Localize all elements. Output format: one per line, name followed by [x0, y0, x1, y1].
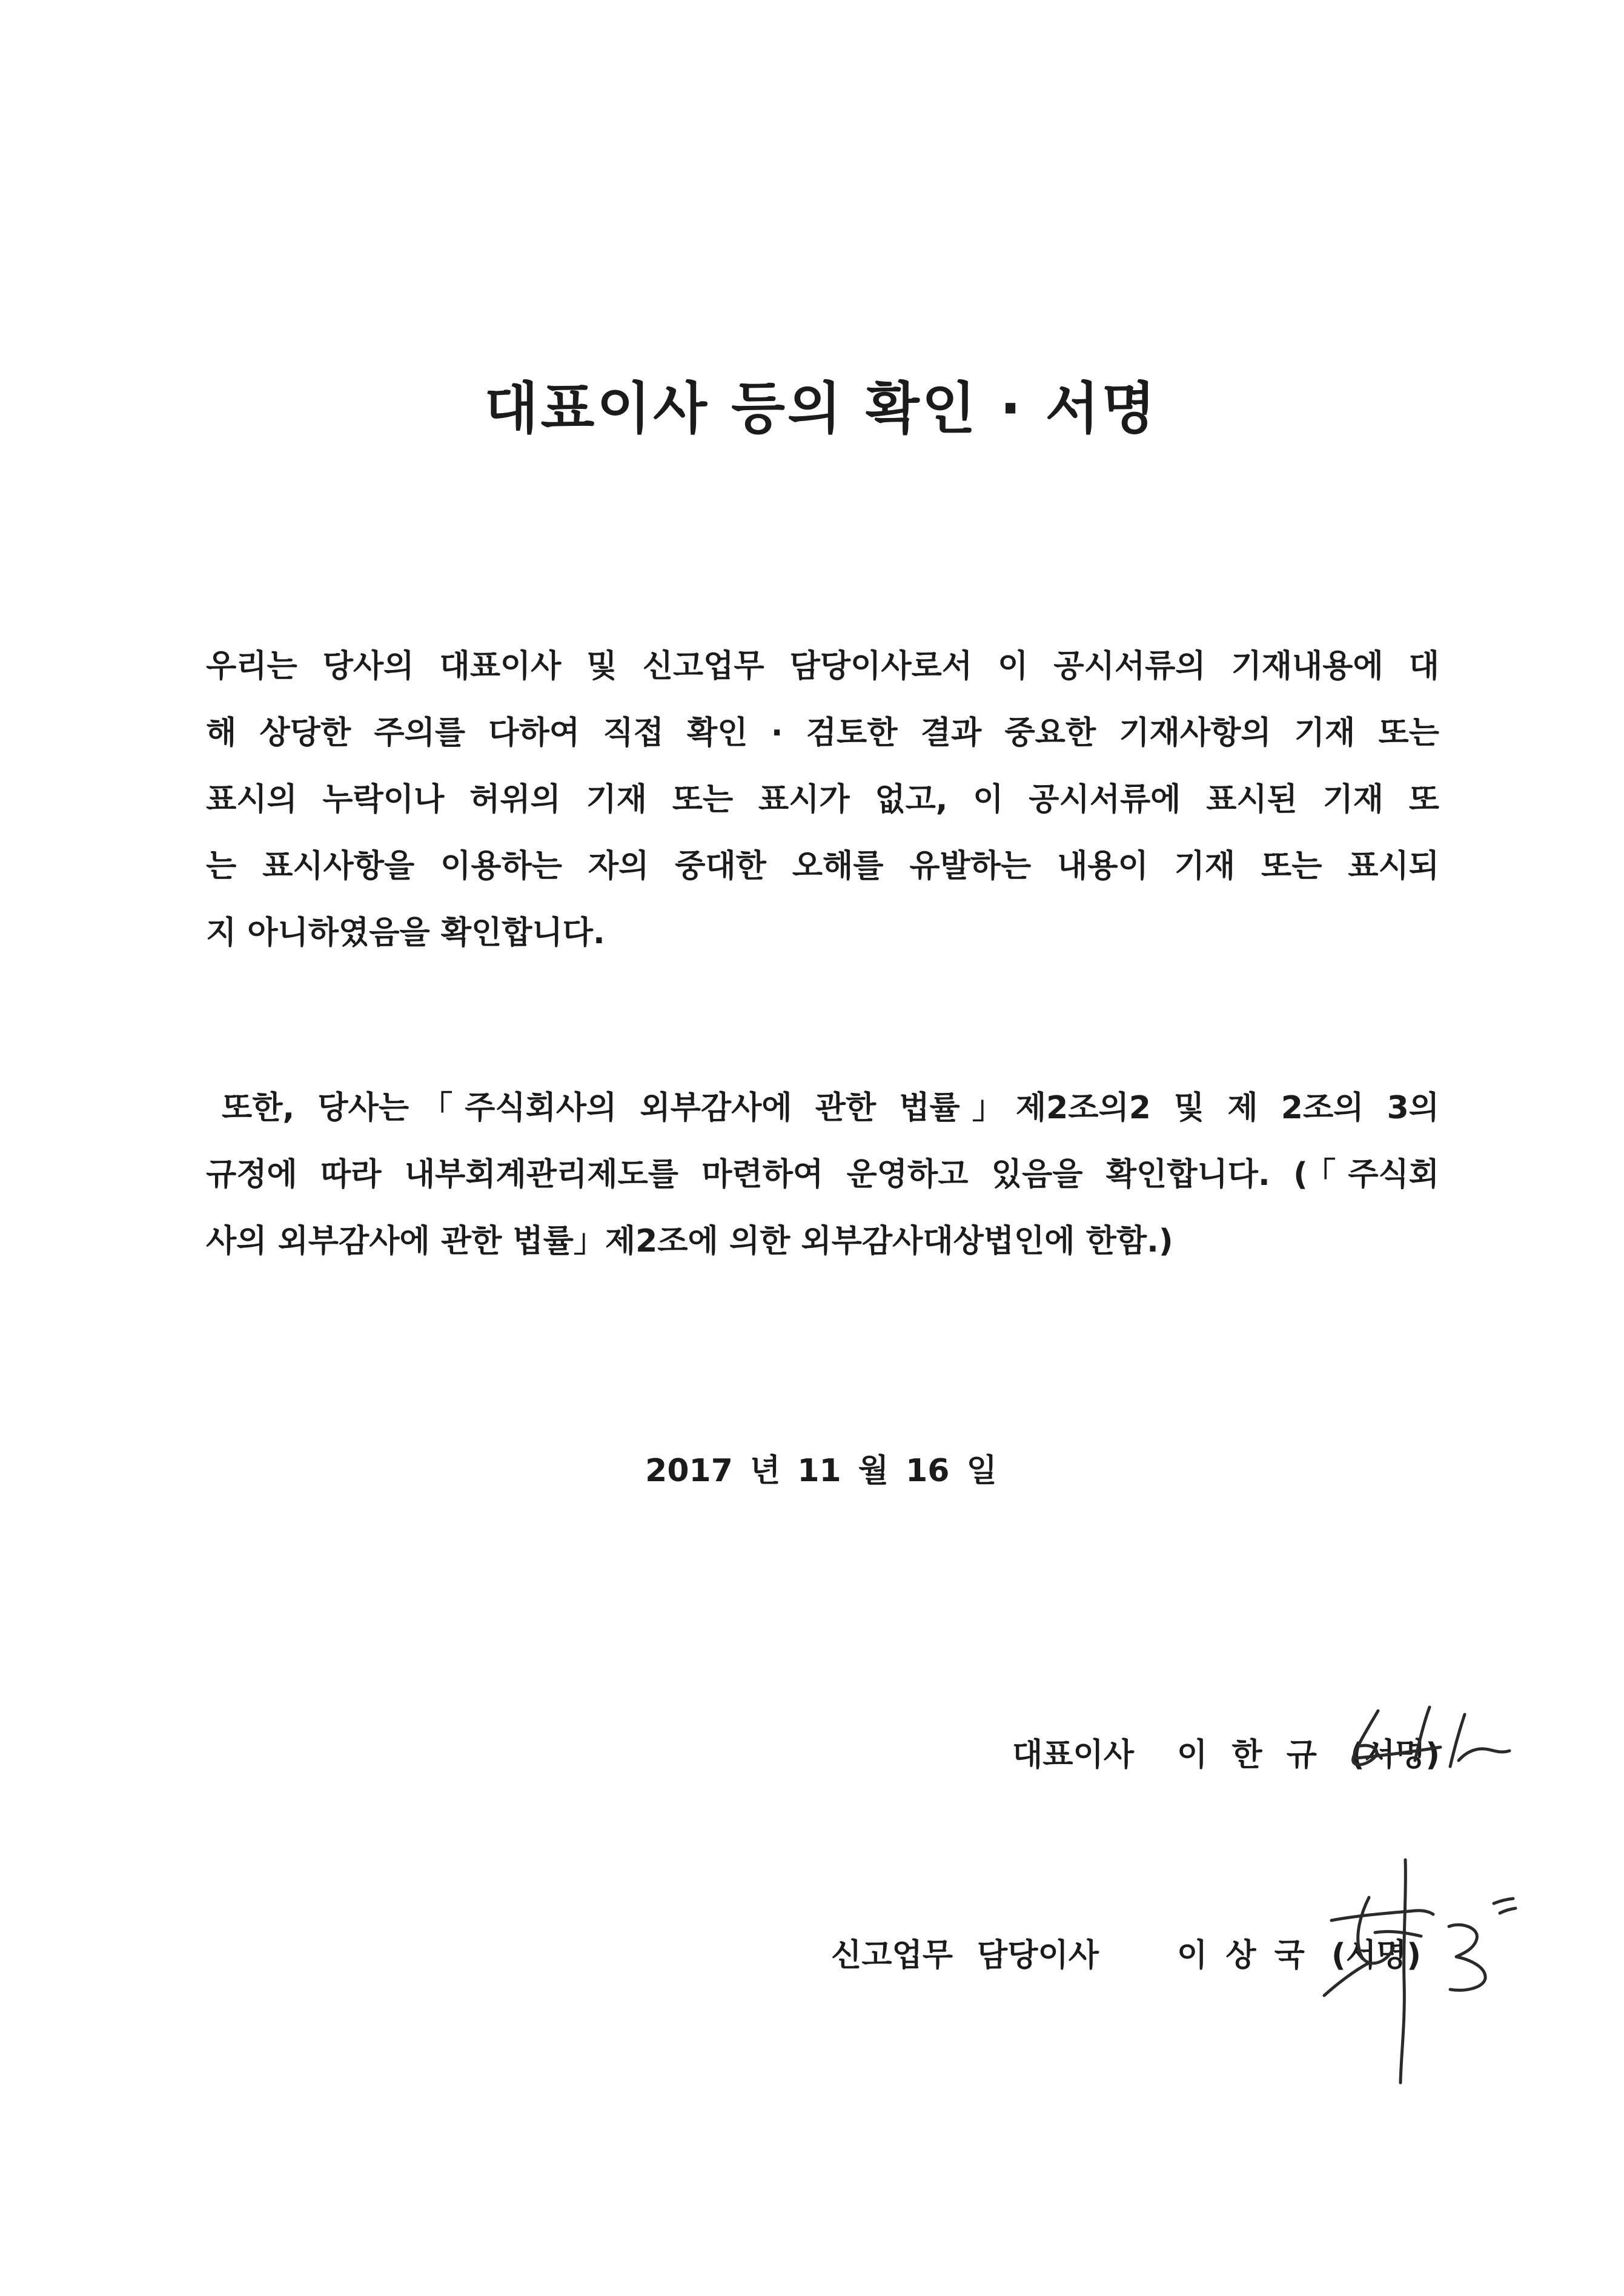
document-title: 대표이사 등의 확인 · 서명: [484, 376, 1158, 441]
signature-label: (서명): [1331, 1937, 1421, 1974]
paragraph-line: 사의 외부감사에 관한 법률」제2조에 의한 외부감사대상법인에 한함.): [206, 1223, 1173, 1259]
paragraph-line: 또한, 당사는「주식회사의 외부감사에 관한 법률」제2조의2 및 제 2조의 3의: [222, 1090, 1439, 1126]
confirmation-paragraph: [206, 633, 1439, 966]
signatory-role: 신고업무 담당이사: [831, 1937, 1099, 1974]
internal-control-paragraph: [206, 1075, 1439, 1275]
signatory-name: 이 한 규: [1177, 1737, 1317, 1773]
handwritten-signature-ceo: [1333, 1690, 1514, 1793]
paragraph-line: 해 상당한 주의를 다하여 직접 확인 · 검토한 결과 중요한 기재사항의 기재 또는: [206, 715, 1439, 751]
paragraph-line: 는 표시사항을 이용하는 자의 중대한 오해를 유발하는 내용이 기재 또는 표시되: [206, 848, 1439, 884]
signatory-name: 이 상 국: [1177, 1937, 1305, 1974]
signature-label: (서명): [1350, 1737, 1440, 1773]
paragraph-line: 규정에 따라 내부회계관리제도를 마련하여 운영하고 있음을 확인합니다. (「주식회: [206, 1156, 1439, 1193]
paragraph-line: 지 아니하였음을 확인합니다.: [206, 915, 605, 951]
paragraph-line: 표시의 누락이나 허위의 기재 또는 표시가 없고, 이 공시서류에 표시된 기재 또: [206, 781, 1439, 818]
paragraph-line: 우리는 당사의 대표이사 및 신고업무 담당이사로서 이 공시서류의 기재내용에 대: [206, 648, 1439, 685]
handwritten-signature-disclosure-officer: [1302, 1842, 1545, 2102]
signatory-role: 대표이사: [1012, 1737, 1134, 1773]
document-date: 2017 년 11 월 16 일: [645, 1453, 997, 1489]
